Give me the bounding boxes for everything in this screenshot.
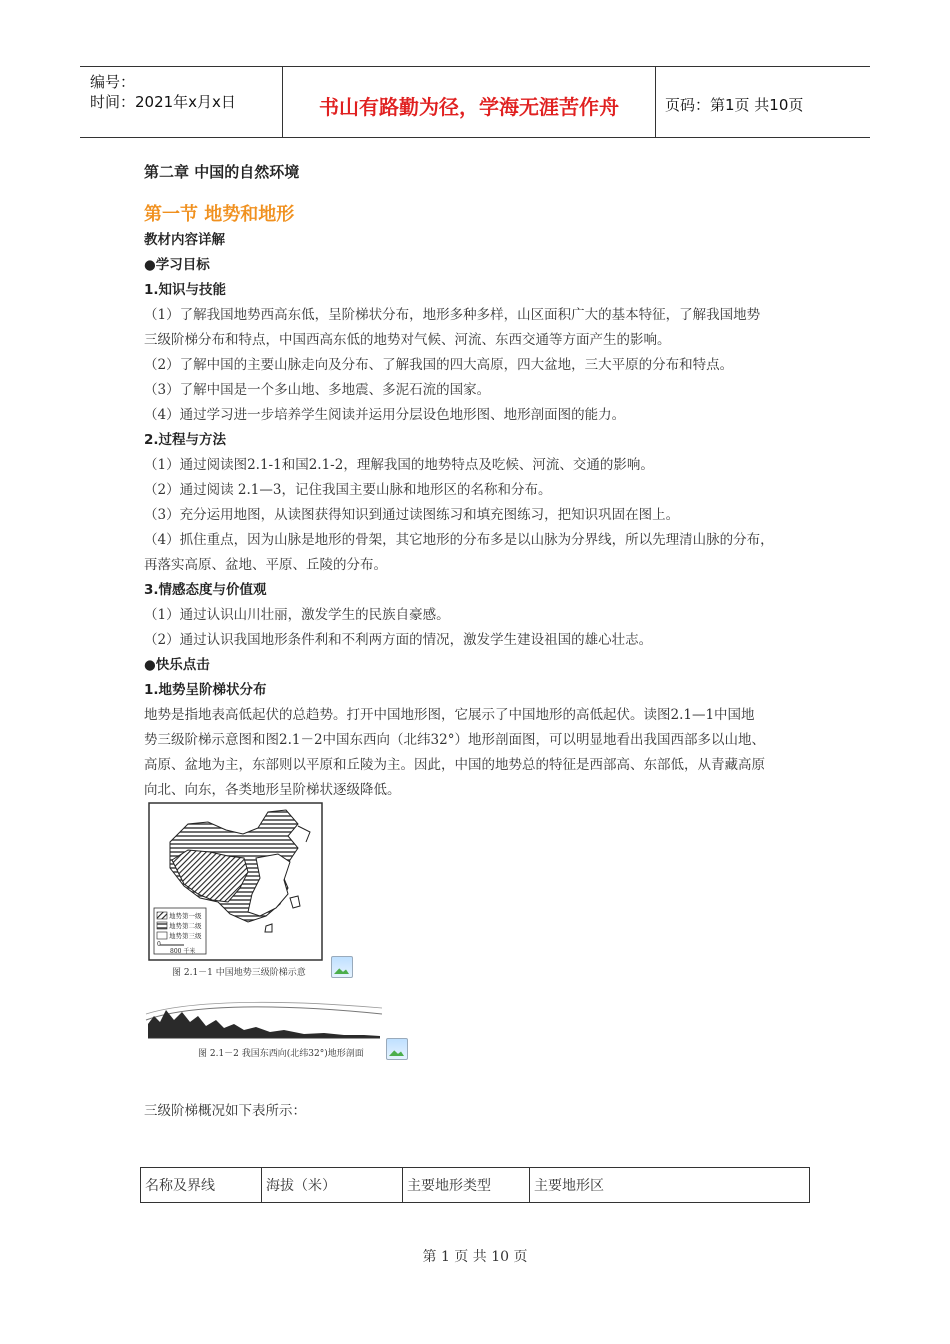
document-header	[80, 66, 870, 138]
broken-image-icon	[331, 956, 353, 978]
goal-text: （2）通过认识我国地形条件利和不利两方面的情况，激发学生建设祖国的雄心壮志。	[144, 632, 653, 648]
legend-item: 地势第二级	[169, 922, 202, 930]
process-heading: 2.过程与方法	[144, 432, 227, 448]
terrain-profile-figure	[144, 1000, 384, 1060]
goals-heading: ●学习目标	[144, 257, 210, 273]
goal-text: （1）通过阅读图2.1-1和国2.1-2，理解我国的地势特点及吃候、河流、交通的影响。	[144, 457, 654, 473]
goal-text: （3）充分运用地图，从读图获得知识到通过读图练习和填充图练习，把知识巩固在图上。	[144, 507, 680, 523]
figure-caption: 图 2.1－1 中国地势三级阶梯示意	[172, 968, 306, 978]
goal-text: 三级阶梯分布和特点，中国西高东低的地势对气候、河流、东西交通等方面产生的影响。	[144, 332, 671, 348]
table-header-cell: 海拔（米）	[262, 1168, 403, 1203]
goal-text: （4）通过学习进一步培养学生阅读并运用分层设色地形图、地形剖面图的能力。	[144, 407, 626, 423]
paragraph-line: 势三级阶梯示意图和图2.1－2中国东西向（北纬32°）地形剖面图，可以明显地看出我国西部多以山地、	[144, 732, 765, 748]
goal-text: （1）通过认识山川壮丽，激发学生的民族自豪感。	[144, 607, 450, 623]
figure-caption: 图 2.1－2 我国东西向(北纬32°)地形剖面	[198, 1049, 364, 1059]
goal-text: （2）通过阅读 2.1—3，记住我国主要山脉和地形区的名称和分布。	[144, 482, 552, 498]
subtitle: 教材内容详解	[144, 232, 225, 248]
motto: 书山有路勤为径，学海无涯苦作舟	[319, 95, 619, 119]
terrain-steps-map-figure	[148, 802, 324, 982]
header-motto-cell	[282, 67, 656, 137]
paragraph-line: 向北、向东，各类地形呈阶梯状逐级降低。	[144, 782, 401, 798]
scale-bar-label: 800 千米	[170, 948, 196, 955]
legend-item: 地势第三级	[169, 932, 202, 940]
fun-sub-heading: 1.地势呈阶梯状分布	[144, 682, 267, 698]
table-header-cell: 名称及界线	[141, 1168, 262, 1203]
table-header-cell: 主要地形类型	[403, 1168, 530, 1203]
table-intro: 三级阶梯概况如下表所示：	[144, 1103, 306, 1119]
page-footer: 第 1 页 共 10 页	[422, 1249, 528, 1265]
paragraph-line: 高原、盆地为主，东部则以平原和丘陵为主。因此，中国的地势总的特征是西部高、东部低，从青藏高原	[144, 757, 765, 773]
goal-text: （2）了解中国的主要山脉走向及分布、了解我国的四大高原，四大盆地，三大平原的分布和特点。	[144, 357, 734, 373]
header-meta-cell	[80, 67, 282, 137]
paragraph-line: 地势是指地表高低起伏的总趋势。打开中国地形图，它展示了中国地形的高低起伏。读图2.1—1中国地	[144, 707, 755, 723]
chapter-title: 第二章 中国的自然环境	[144, 163, 300, 181]
broken-image-icon	[386, 1038, 408, 1060]
page-info: 页码：第1页 共10页	[665, 96, 804, 114]
china-terrain-map	[148, 802, 324, 962]
table-header-cell: 主要地形区	[530, 1168, 810, 1203]
scale-zero: 0	[157, 941, 161, 948]
legend-item: 地势第一级	[169, 912, 202, 920]
goal-text: 再落实高原、盆地、平原、丘陵的分布。	[144, 557, 387, 573]
terrain-profile-chart	[144, 1000, 384, 1040]
section-title: 第一节 地势和地形	[144, 204, 295, 225]
terrain-steps-table	[140, 1167, 810, 1203]
time-label: 时间：2021年x月x日	[90, 93, 236, 111]
goal-text: （3）了解中国是一个多山地、多地震、多泥石流的国家。	[144, 382, 491, 398]
header-page-cell	[655, 67, 870, 137]
table-header-row	[141, 1168, 810, 1203]
fun-heading: ●快乐点击	[144, 657, 210, 673]
goal-text: （1）了解我国地势西高东低，呈阶梯状分布，地形多种多样，山区面积广大的基本特征，了解我国地势	[144, 307, 761, 323]
goal-text: （4）抓住重点，因为山脉是地形的骨架，其它地形的分布多是以山脉为分界线，所以先理清山脉的分布，	[144, 532, 774, 548]
emotion-heading: 3.情感态度与价值观	[144, 582, 267, 598]
knowledge-heading: 1.知识与技能	[144, 282, 227, 298]
number-label: 编号：	[90, 73, 136, 91]
